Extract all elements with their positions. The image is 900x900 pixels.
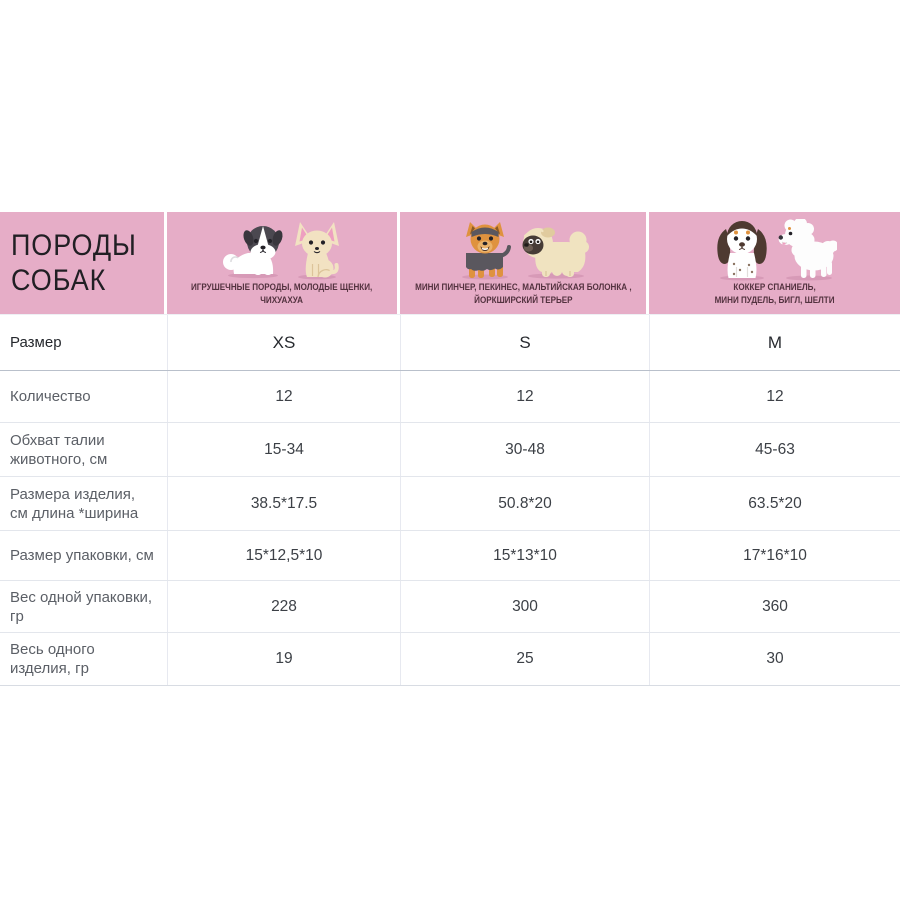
chihuahua-icon (291, 220, 343, 280)
column-caption-xs (175, 282, 388, 307)
table-row-waist (0, 423, 900, 477)
row-value-s: 50.8*20 (400, 477, 649, 530)
row-value-m: 30 (649, 633, 900, 685)
row-value-xs: 19 (167, 633, 400, 685)
row-value-xs: 228 (167, 581, 400, 632)
row-value-xs: XS (167, 315, 400, 370)
row-label: Размера изделия, см длина *ширина (10, 485, 139, 522)
breeds-title-cell (0, 212, 167, 314)
dog-illustrations-m (713, 212, 837, 282)
table-row-package-weight (0, 581, 900, 633)
row-value-m: 63.5*20 (649, 477, 900, 530)
table-row-item-size (0, 477, 900, 531)
cocker-spaniel-icon (713, 219, 771, 281)
row-label: Количество (10, 388, 91, 405)
row-label: Размер упаковки, см (10, 547, 154, 564)
row-value-s: 25 (400, 633, 649, 685)
column-header-m (649, 212, 900, 314)
row-value-s: 15*13*10 (400, 531, 649, 580)
caption-s-line2: ЙОРКШИРСКИЙ ТЕРЬЕР (473, 294, 573, 306)
mini-poodle-icon (777, 219, 837, 281)
column-header-s (400, 212, 649, 314)
row-value-m: 12 (649, 371, 900, 422)
table-row-size (0, 315, 900, 371)
row-value-s: 30-48 (400, 423, 649, 476)
caption-s-line1: МИНИ ПИНЧЕР, ПЕКИНЕС, МАЛЬТИЙСКАЯ БОЛОНКА , (414, 282, 632, 293)
yorkshire-terrier-icon (456, 220, 514, 280)
row-value-s: S (400, 315, 649, 370)
row-label: Вес одной упаковки, гр (10, 588, 153, 625)
breeds-header (0, 212, 900, 314)
page-title-line1: ПОРОДЫ (11, 229, 137, 262)
caption-m-line2: МИНИ ПУДЕЛЬ, БИГЛ, ШЕЛТИ (714, 294, 835, 306)
row-value-m: M (649, 315, 900, 370)
table-row-package-size (0, 531, 900, 581)
row-value-xs: 15*12,5*10 (167, 531, 400, 580)
dog-illustrations-s (456, 212, 590, 282)
page-title-line2: СОБАК (11, 264, 107, 297)
table-row-quantity (0, 371, 900, 423)
table-row-item-weight (0, 633, 900, 686)
row-value-xs: 15-34 (167, 423, 400, 476)
dog-illustrations-xs (221, 212, 343, 282)
caption-xs-line1: ИГРУШЕЧНЫЕ ПОРОДЫ, МОЛОДЫЕ ЩЕНКИ, (191, 282, 373, 293)
row-value-s: 300 (400, 581, 649, 632)
row-label: Размер (10, 334, 62, 351)
caption-xs-line2: ЧИХУАХУА (260, 294, 304, 306)
row-label: Обхват талии животного, см (10, 431, 108, 468)
size-table (0, 314, 900, 686)
row-value-m: 360 (649, 581, 900, 632)
row-value-m: 45-63 (649, 423, 900, 476)
row-value-m: 17*16*10 (649, 531, 900, 580)
column-caption-m (704, 282, 845, 307)
japanese-chin-icon (221, 221, 285, 279)
row-value-s: 12 (400, 371, 649, 422)
column-header-xs (167, 212, 400, 314)
row-value-xs: 38.5*17.5 (167, 477, 400, 530)
pekingese-icon (520, 221, 590, 279)
caption-m-line1: КОККЕР СПАНИЕЛЬ, (733, 282, 816, 293)
row-value-xs: 12 (167, 371, 400, 422)
row-label: Весь одного изделия, гр (10, 641, 95, 677)
column-caption-s (396, 282, 651, 307)
